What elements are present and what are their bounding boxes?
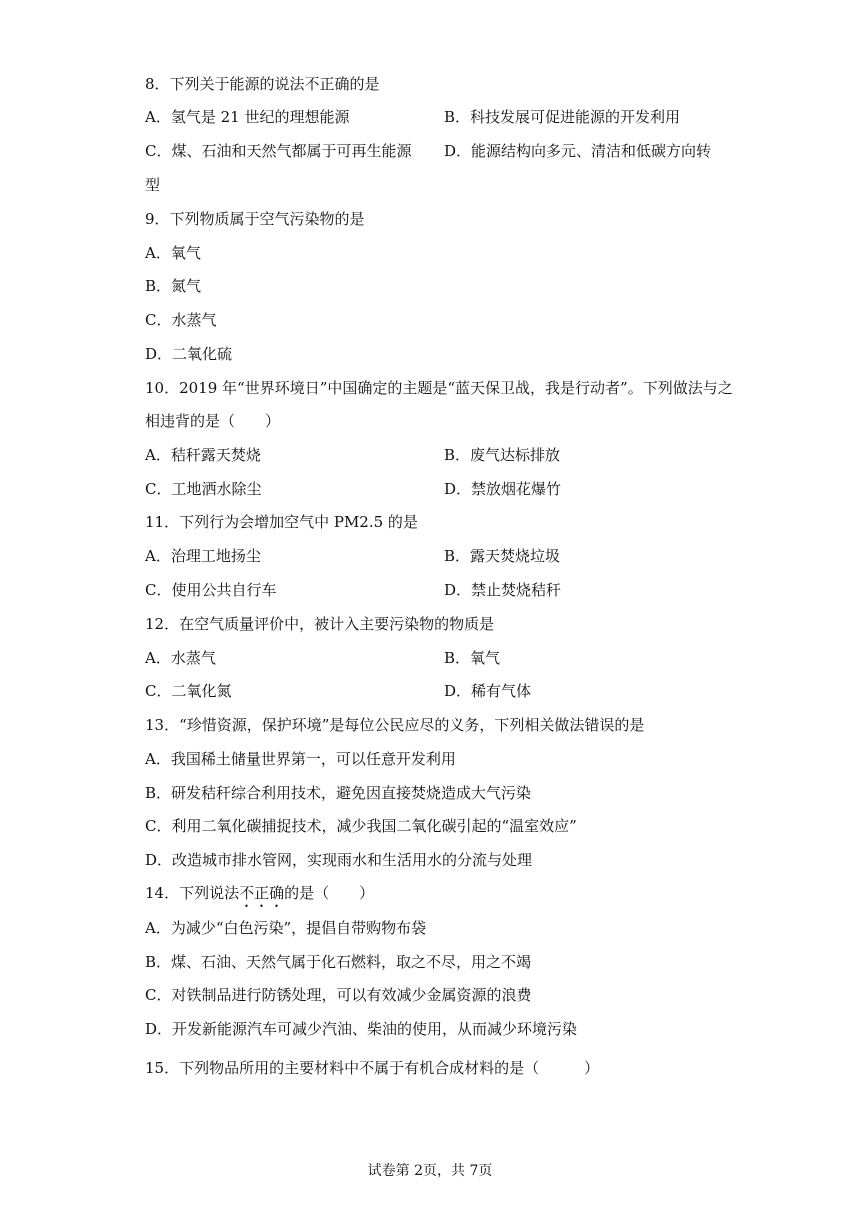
question-9-option-a: A．氧气 [145,244,201,262]
question-13-stem: 13．“珍惜资源，保护环境”是每位公民应尽的义务，下列相关做法错误的是 [145,716,645,734]
question-10-option-d: D．禁放烟花爆竹 [444,480,562,498]
question-14-stem [145,883,374,911]
question-14-stem-suffix: 的是（ ） [284,884,375,902]
question-11-stem: 11．下列行为会增加空气中 PM2.5 的是 [145,513,418,531]
question-12-option-d: D．稀有气体 [444,682,532,700]
question-12-option-a: A．水蒸气 [145,649,216,667]
question-10-option-b: B．废气达标排放 [444,446,561,464]
question-12-stem: 12．在空气质量评价中，被计入主要污染物的物质是 [145,615,495,633]
question-8-stem: 8．下列关于能源的说法不正确的是 [145,75,380,93]
question-14-emphasis: 不正确 [239,884,285,902]
question-9-option-b: B．氮气 [145,277,202,295]
question-15-stem: 15．下列物品所用的主要材料中不属于有机合成材料的是（ ） [145,1059,600,1077]
question-12-option-b: B．氧气 [444,649,501,667]
question-13-option-b: B．研发秸秆综合利用技术，避免因直接焚烧造成大气污染 [145,784,532,802]
question-10-stem: 10．2019 年“世界环境日”中国确定的主题是“蓝天保卫战，我是行动者”。下列做法与之 [145,379,733,397]
question-8-option-a: A．氢气是 21 世纪的理想能源 [145,108,350,126]
question-10-option-a: A．秸秆露天焚烧 [145,446,261,464]
question-14-option-a: A．为减少“白色污染”，提倡自带购物布袋 [145,919,427,937]
question-8-option-c: C．煤、石油和天然气都属于可再生能源 [145,142,412,160]
question-10-option-c: C．工地洒水除尘 [145,480,262,498]
question-14-option-c: C．对铁制品进行防锈处理，可以有效减少金属资源的浪费 [145,986,532,1004]
question-11-option-a: A．治理工地扬尘 [145,547,261,565]
question-14-option-d: D．开发新能源汽车可减少汽油、柴油的使用，从而减少环境污染 [145,1020,578,1038]
question-8-option-d: D．能源结构向多元、清洁和低碳方向转 [444,142,712,160]
question-13-option-c: C．利用二氧化碳捕捉技术，减少我国二氧化碳引起的“温室效应” [145,817,577,835]
question-8-option-d-continued: 型 [145,176,161,194]
question-14-stem-prefix: 14．下列说法 [145,884,240,902]
page-footer: 试卷第 2页，共 7页 [367,1163,493,1179]
question-11-option-b: B．露天焚烧垃圾 [444,547,561,565]
question-9-option-d: D．二氧化硫 [145,345,233,363]
question-8-option-b: B．科技发展可促进能源的开发利用 [444,108,681,126]
question-12-option-c: C．二氧化氮 [145,682,232,700]
question-13-option-d: D．改造城市排水管网，实现雨水和生活用水的分流与处理 [145,851,533,869]
question-11-option-d: D．禁止焚烧秸秆 [444,581,562,599]
question-9-stem: 9．下列物质属于空气污染物的是 [145,210,365,228]
question-10-stem-continued: 相违背的是（ ） [145,412,281,430]
question-9-option-c: C．水蒸气 [145,311,217,329]
question-13-option-a: A．我国稀土储量世界第一，可以任意开发利用 [145,750,456,768]
question-14-option-b: B．煤、石油、天然气属于化石燃料，取之不尽，用之不竭 [145,953,532,971]
question-11-option-c: C．使用公共自行车 [145,581,277,599]
